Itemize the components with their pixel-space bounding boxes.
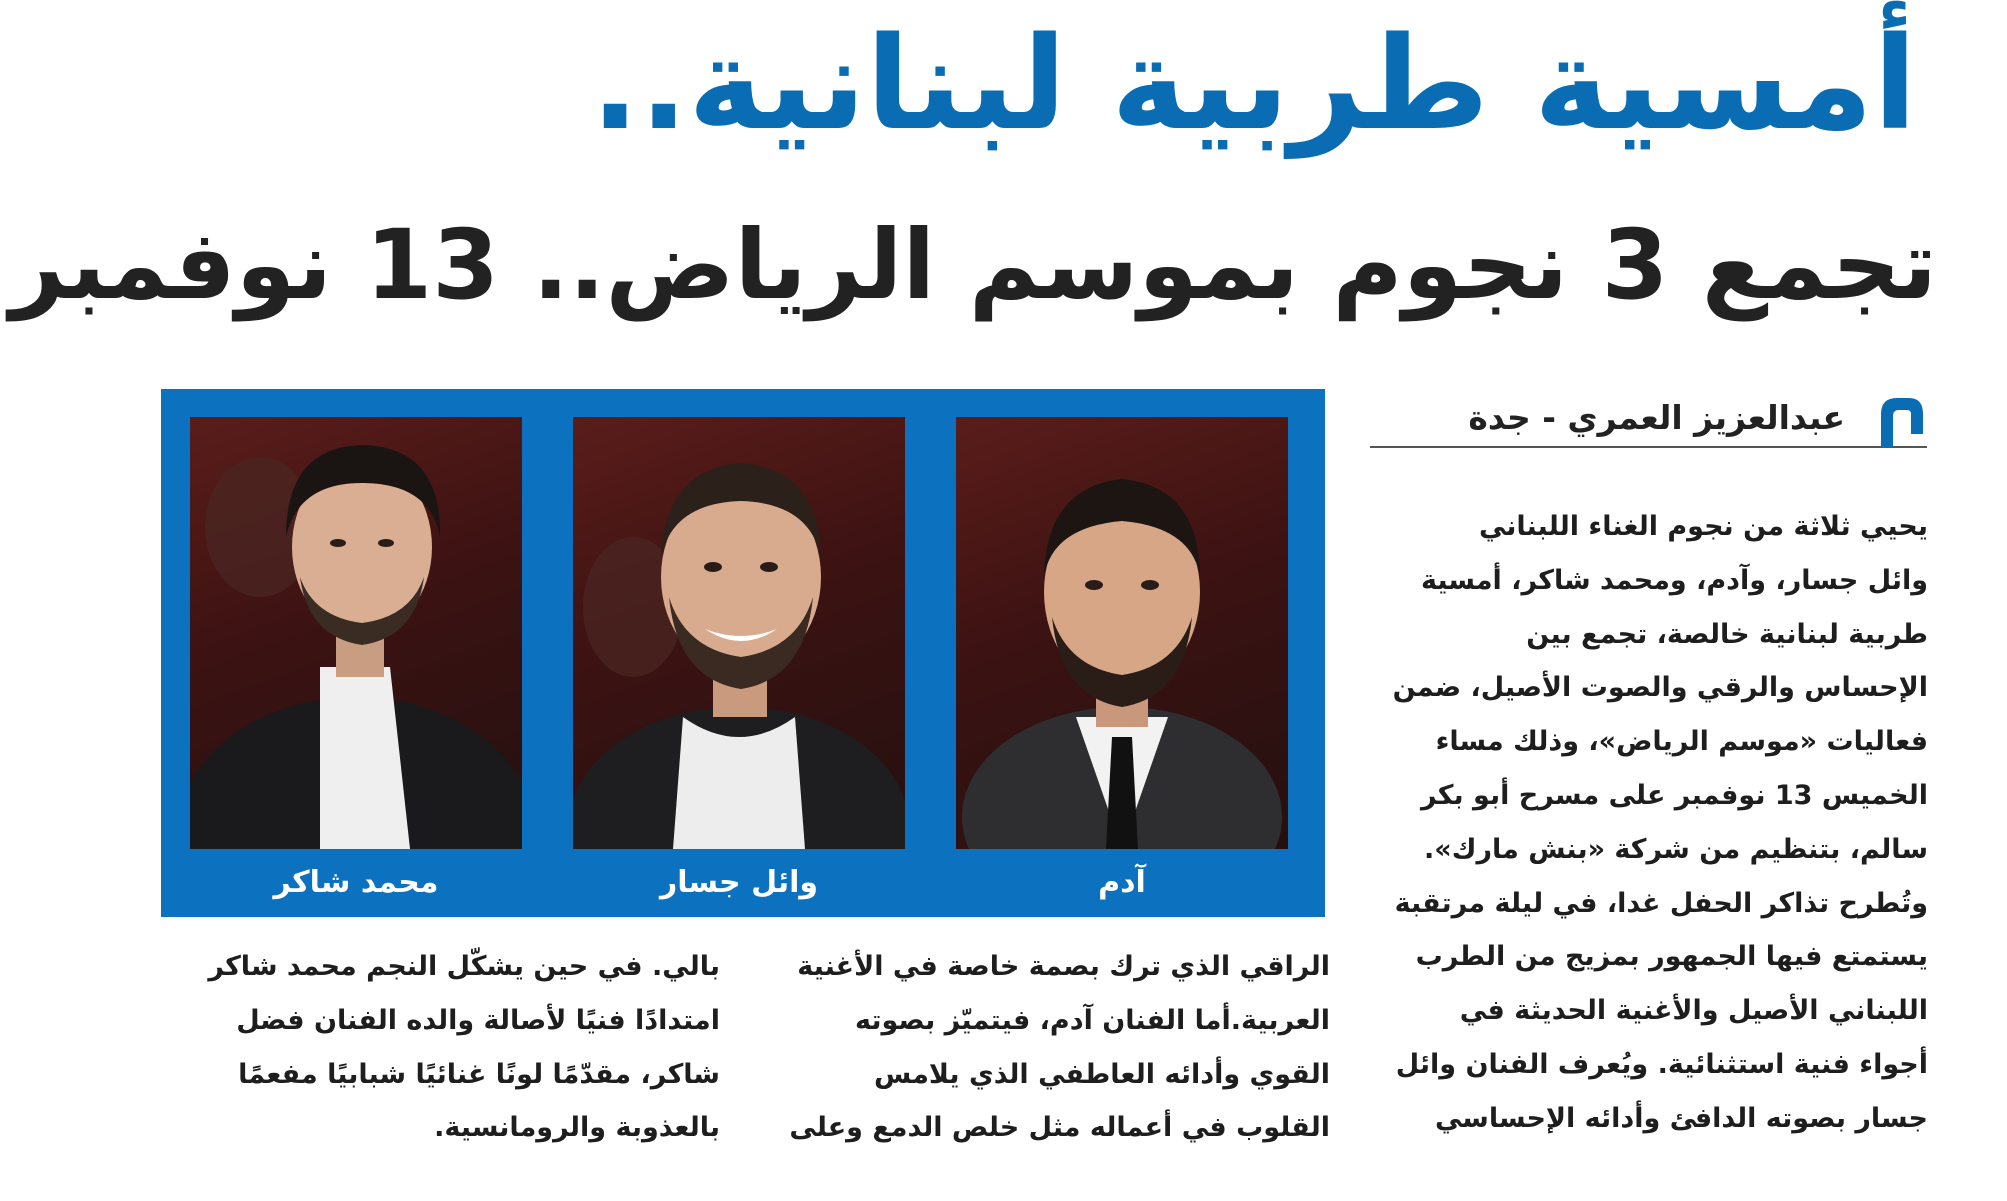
article-line: أجواء فنية استثنائية. ويُعرف الفنان وائل <box>1395 1048 1928 1080</box>
article-line: طربية لبنانية خالصة، تجمع بين <box>1526 618 1928 650</box>
article-column-3 <box>158 940 720 1155</box>
article-line: سالم، بتنظيم من شركة «بنش مارك». <box>1424 833 1928 865</box>
article-line: العربية.أما الفنان آدم، فيتميّز بصوته <box>855 1004 1330 1036</box>
article-line: امتدادًا فنيًا لأصالة والده الفنان فضل <box>236 1004 720 1036</box>
article-line: الراقي الذي ترك بصمة خاصة في الأغنية <box>797 951 1330 982</box>
article-column-1 <box>1362 500 1928 1146</box>
photo-mohammed-shaker <box>190 417 522 849</box>
photo-adam <box>956 417 1288 849</box>
article-line: اللبناني الأصيل والأغنية الحديثة في <box>1459 995 1928 1027</box>
article-line: وتُطرح تذاكر الحفل غدا، في ليلة مرتقبة <box>1394 887 1928 919</box>
caption-adam: آدم <box>1098 865 1146 900</box>
article-line: الخميس 13 نوفمبر على مسرح أبو بكر <box>1421 779 1928 811</box>
photo-wael-jassar <box>573 417 905 849</box>
article-line: وائل جسار، وآدم، ومحمد شاكر، أمسية <box>1420 564 1928 596</box>
article-line: فعاليات «موسم الرياض»، وذلك مساء <box>1435 726 1928 758</box>
article-line: القوي وأدائه العاطفي الذي يلامس <box>874 1058 1330 1090</box>
article-line: القلوب في أعماله مثل خلص الدمع وعلى <box>789 1112 1330 1144</box>
caption-mohammed-shaker: محمد شاكر <box>273 865 439 900</box>
caption-wael-jassar: وائل جسار <box>659 865 819 900</box>
headline-subtitle: تجمع 3 نجوم بموسم الرياض.. 13 نوفمبر <box>9 209 1937 321</box>
byline-author: عبدالعزيز العمري - جدة <box>1468 398 1845 437</box>
article-line: يحيي ثلاثة من نجوم الغناء اللبناني <box>1478 511 1928 542</box>
article-column-2 <box>768 940 1330 1155</box>
headline-title: أمسية طربية لبنانية.. <box>590 10 1917 159</box>
article-line: بالي. في حين يشكّل النجم محمد شاكر <box>208 951 720 982</box>
article-line: يستمتع فيها الجمهور بمزيج من الطرب <box>1415 941 1928 973</box>
article-line: بالعذوبة والرومانسية. <box>434 1112 720 1144</box>
article-line: شاكر، مقدّمًا لونًا غنائيًا شبابيًا مفعمًا <box>238 1058 720 1090</box>
m-logo-icon <box>1877 394 1927 450</box>
article-line: الإحساس والرقي والصوت الأصيل، ضمن <box>1392 672 1928 704</box>
byline-bar <box>1370 394 1927 448</box>
photo-panel <box>161 389 1325 917</box>
article-line: جسار بصوته الدافئ وأدائه الإحساسي <box>1434 1102 1928 1134</box>
